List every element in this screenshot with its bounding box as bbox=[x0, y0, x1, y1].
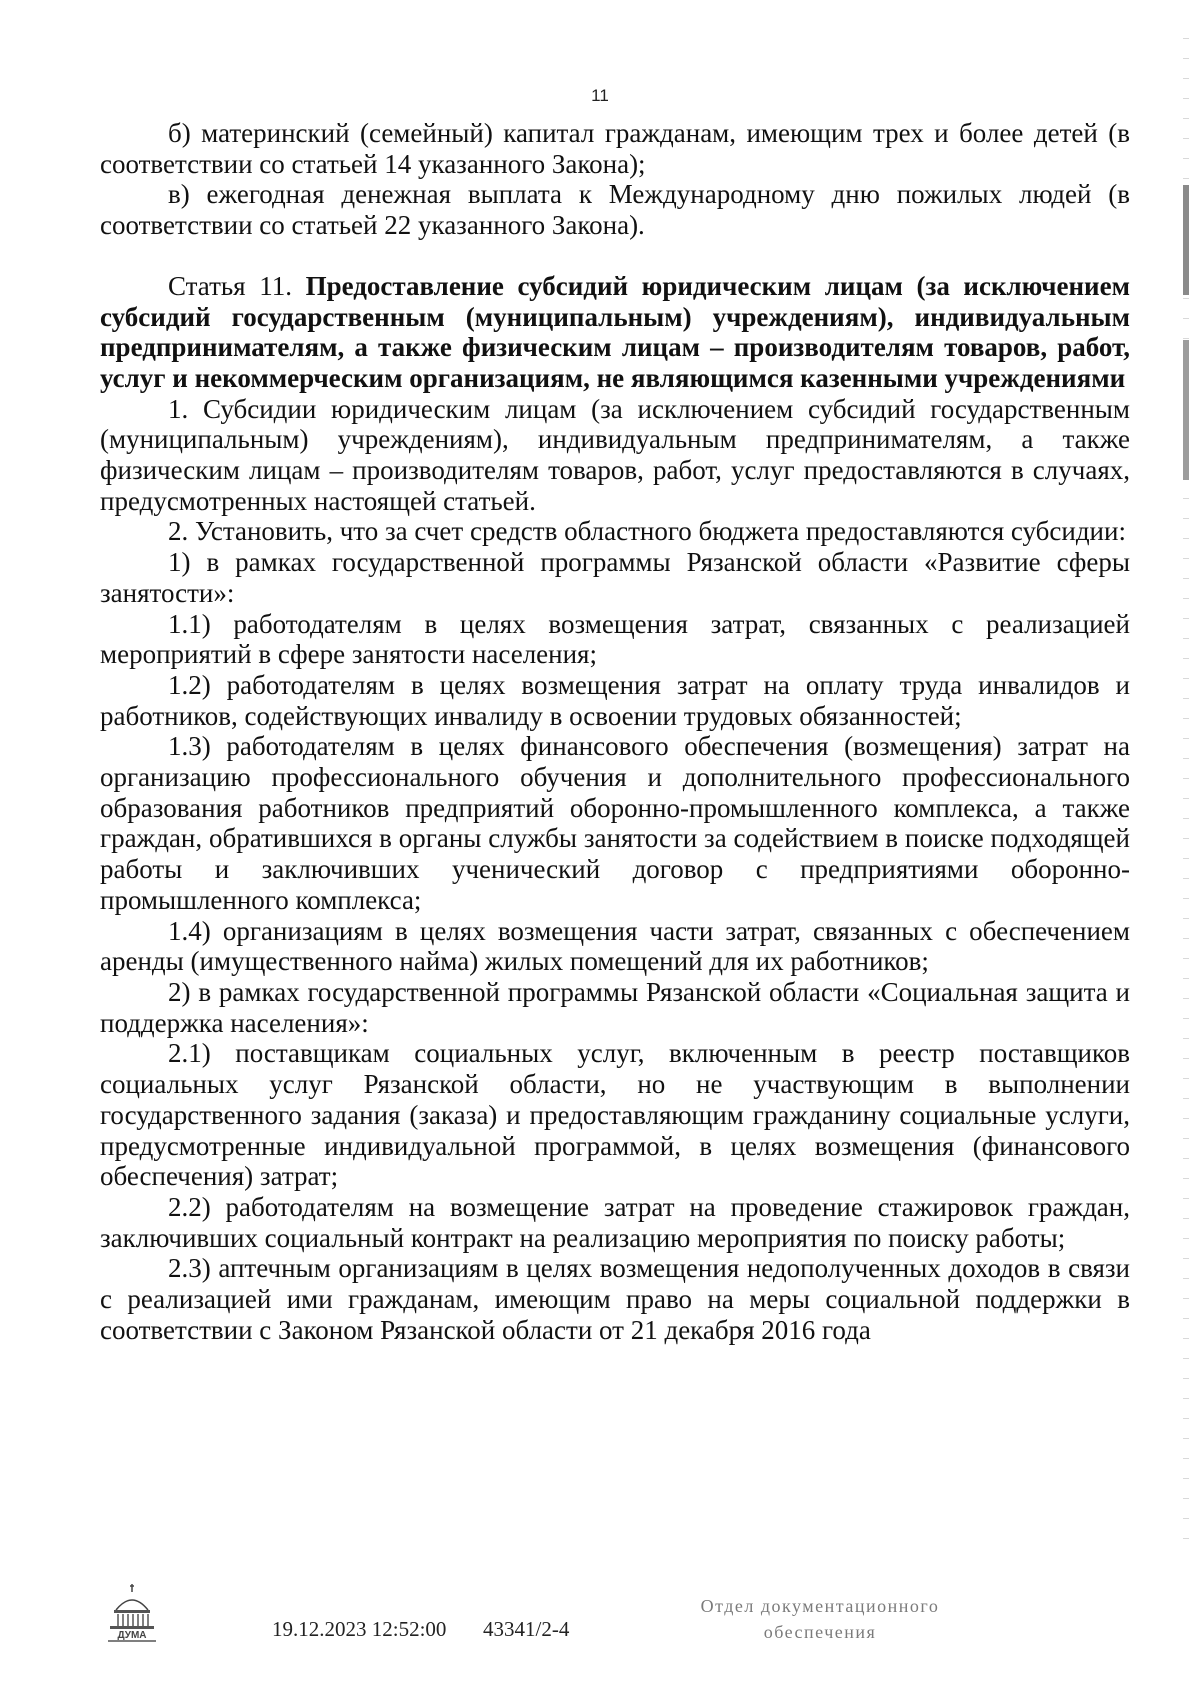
paragraph-1-1: 1.1) работодателям в целях возмещения затрат, связанных с реализацией мероприятий в сфере занятости населения; bbox=[100, 608, 1130, 670]
paragraph-2-1: 2.1) поставщикам социальных услуг, включенным в реестр поставщиков социальных услуг Рязанской области, но не участвующим в выполнении государственного задания (заказа) и предоставляющим гражданину социальные услуги, предусмотренные индивидуальной программой, в целях возмещения (финансового обеспечения) затрат; bbox=[100, 1038, 1130, 1192]
stamp-line-2: обеспечения bbox=[763, 1622, 877, 1642]
scan-edge-marks bbox=[1183, 30, 1189, 1550]
scan-edge-dark-band bbox=[1183, 340, 1189, 480]
paragraph-1-4: 1.4) организациям в целях возмещения части затрат, связанных с обеспечением аренды (имущественного найма) жилых помещений для их работников; bbox=[100, 915, 1130, 977]
paragraph-2-item-2: 2) в рамках государственной программы Рязанской области «Социальная защита и поддержка населения»: bbox=[100, 976, 1130, 1038]
article-heading bbox=[100, 271, 1130, 394]
article-title: Предоставление субсидий юридическим лицам (за исключением субсидий государственным (муниципальным) учреждениям), индивидуальным предпринимателям, а также физическим лицам – производителям товаров, работ, услуг и некоммерческим организациям, не являющимся казенными учреждениями bbox=[100, 270, 1130, 393]
stamp-line-1: Отдел документационного bbox=[700, 1596, 940, 1616]
paragraph-2-item-1: 1) в рамках государственной программы Рязанской области «Развитие сферы занятости»: bbox=[100, 547, 1130, 608]
paragraph-1-3: 1.3) работодателям в целях финансового обеспечения (возмещения) затрат на организацию профессионального обучения и дополнительного профессионального образования работников предприятий оборонно-промышленного комплекса, а также граждан, обратившихся в органы службы занятости за содействием в поиске подходящей работы и заключивших ученический договор с предприятиями оборонно-промышленного комплекса; bbox=[100, 731, 1130, 915]
footer-doc-number: 43341/2-4 bbox=[483, 1617, 570, 1641]
paragraph-2-2: 2.2) работодателям на возмещение затрат на проведение стажировок граждан, заключивших социальный контракт на реализацию мероприятия по поиску работы; bbox=[100, 1191, 1130, 1253]
paragraph-2: 2. Установить, что за счет средств областного бюджета предоставляются субсидии: bbox=[168, 516, 1126, 547]
paragraph-v: в) ежегодная денежная выплата к Международному дню пожилых людей (в соответствии со статьей 22 указанного Закона). bbox=[100, 179, 1130, 241]
page-number: 11 bbox=[591, 86, 609, 105]
paragraph-2-3: 2.3) аптечным организациям в целях возмещения недополученных доходов в связи с реализацией ими гражданам, имеющим право на меры социальной поддержки в соответствии с Законом Рязанской области от 21 декабря 2016 года bbox=[100, 1253, 1130, 1345]
logo-text: ДУМА bbox=[117, 1630, 147, 1641]
paragraph-1: 1. Субсидии юридическим лицам (за исключением субсидий государственным (муниципальным) учреждениям), индивидуальным предпринимателям, а также физическим лицам – производителям товаров, работ, услуг предоставляются в случаях, предусмотренных настоящей статьей. bbox=[100, 393, 1130, 516]
paragraph-1-2: 1.2) работодателям в целях возмещения затрат на оплату труда инвалидов и работников, содействующих инвалиду в освоении трудовых обязанностей; bbox=[100, 669, 1130, 731]
document-body bbox=[100, 118, 1130, 1345]
department-stamp bbox=[680, 1593, 960, 1645]
article-label: Статья 11. bbox=[168, 270, 292, 301]
duma-building-logo-icon bbox=[104, 1582, 160, 1644]
scan-edge-dark-band bbox=[1183, 185, 1189, 295]
paragraph-b: б) материнский (семейный) капитал гражданам, имеющим трех и более детей (в соответствии со статьей 14 указанного Закона); bbox=[100, 118, 1130, 179]
footer-datetime: 19.12.2023 12:52:00 bbox=[272, 1617, 447, 1641]
